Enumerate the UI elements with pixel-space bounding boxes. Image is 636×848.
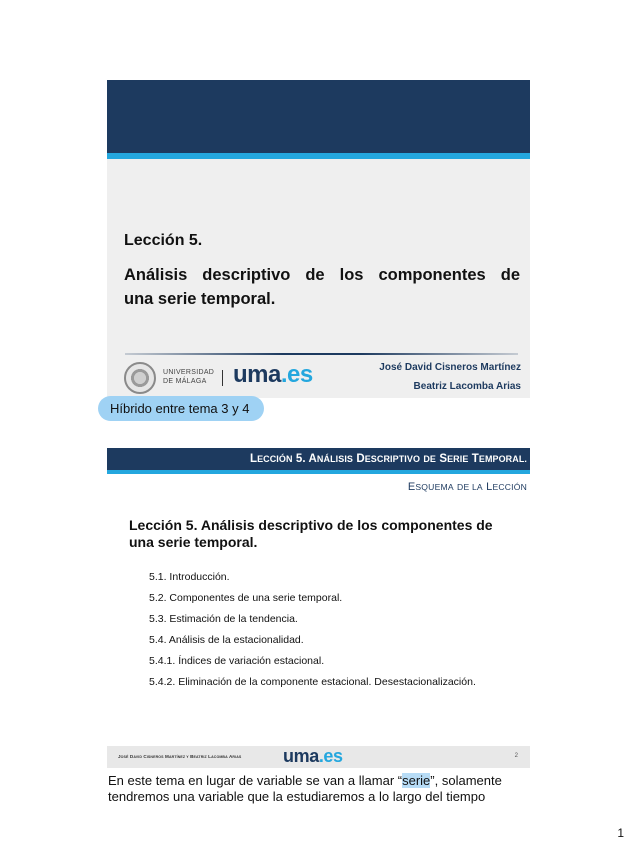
lesson-title: Lección 5.	[124, 232, 203, 249]
header-accent-stripe	[107, 470, 530, 474]
outline-list	[149, 570, 476, 696]
author-2: Beatriz Lacomba Arias	[413, 381, 521, 392]
list-item: 5.4.1. Índices de variación estacional.	[149, 655, 325, 667]
footer-logo-uma-text: uma	[283, 746, 319, 766]
list-item: 5.3. Estimación de la tendencia.	[149, 613, 298, 625]
note-text-part1: En este tema en lugar de variable se van a llamar “	[108, 773, 403, 788]
slide-footer	[107, 746, 530, 768]
list-item: 5.1. Introducción.	[149, 571, 230, 583]
logo-es-text: .es	[280, 361, 313, 388]
uma-logo	[233, 361, 313, 389]
logo-separator	[222, 370, 223, 386]
header-band	[107, 80, 530, 153]
author-1: José David Cisneros Martínez	[379, 362, 521, 373]
list-item: 5.4.2. Eliminación de la componente estacional. Desestacionalización.	[149, 676, 476, 688]
note-highlight: serie	[402, 773, 431, 788]
slide-subtitle: ESQUEMA DE LA LECCIÓN	[407, 481, 527, 493]
university-seal-icon	[124, 362, 156, 394]
lesson-subtitle-line2: una serie temporal.	[124, 290, 276, 308]
outline-slide	[107, 448, 530, 768]
slide-header-title: LECCIÓN 5. ANÁLISIS DESCRIPTIVO DE SERIE TEMPORAL.	[249, 453, 527, 465]
university-name	[163, 368, 214, 386]
university-name-line1: UNIVERSIDAD	[163, 369, 215, 376]
list-item: 5.2. Componentes de una serie temporal.	[149, 592, 343, 604]
note-text-part2: ”, solamente	[430, 773, 502, 788]
slide-page-number: 2	[514, 753, 518, 759]
footer-authors: JOSÉ DAVID CISNEROS MARTÍNEZ Y BEATRIZ LACOMBA ARIAS	[118, 754, 242, 759]
accent-stripe	[107, 153, 530, 159]
outline-title: Lección 5. Análisis descriptivo de los componentes de una serie temporal.	[129, 517, 493, 550]
annotation-pill: Híbrido entre tema 3 y 4	[98, 396, 264, 421]
note-text-line2: tendremos una variable que la estudiaremos a lo largo del tiempo	[108, 789, 486, 804]
footer-uma-logo	[283, 746, 343, 767]
divider	[125, 353, 518, 355]
lesson-subtitle-line1: Análisis descriptivo de los componentes de	[124, 266, 520, 284]
handwritten-note	[108, 773, 528, 805]
footer-logo-es-text: .es	[318, 746, 343, 766]
logo-uma-text: uma	[233, 361, 281, 388]
university-name-line2: DE MÁLAGA	[163, 378, 207, 385]
title-slide	[107, 80, 530, 398]
list-item: 5.4. Análisis de la estacionalidad.	[149, 634, 304, 646]
page-number: 1	[617, 826, 624, 840]
slide-header	[107, 448, 530, 470]
